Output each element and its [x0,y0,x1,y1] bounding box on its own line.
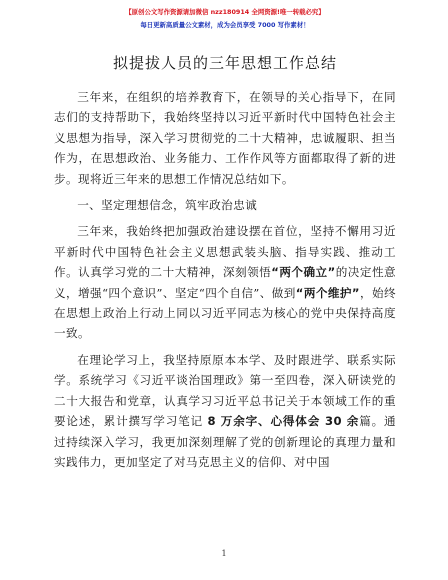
banner-line-blue: 每日更新高质量公文素材，成为会员享受 7000 写作素材！ [140,21,310,29]
bold-phrase: 8 万余字、心得体会 30 余 [207,414,360,429]
paragraph-political-construction [54,221,396,343]
bold-phrase: “两个确立” [271,265,336,280]
section-heading-1: 一、坚定理想信念，筑牢政治忠诚 [77,198,258,213]
paragraph-text: ，始终在思想上政治上行动上同以习近平同志为核心的党中央保持高度一致。 [54,285,396,341]
document-title: 拟提拔人员的三年思想工作总结 [112,54,337,72]
paragraph-text: 三年来，我始终把加强政治建设摆在首位，坚持不懈用习近平新时代中国特色社会主义思想武装头脑、指导实践、推动工作。认真学习党的二十大精神，深刻领悟 [54,224,396,280]
paragraph-text: 篇。通过持续深入学习，我更加深刻理解了党的创新理论的真理力量和实践伟力，更加坚定了对马克思主义的信仰、对中国 [54,414,397,469]
paragraph-text: 在理论学习上，我坚持原原本本学、及时跟进学、联系实际学。系统学习《习近平谈治国理政》第一至四卷，深入研读党的二十大报告和党章，认真学习习近平总书记关于本领域工作的重要论述，累计撰写学习笔记 [54,352,396,429]
paragraph-theory-study [54,350,396,472]
banner-line-red: 【原创公文写作资源请加微信 nzz180914 全网资源!唯一转载必究】 [125,8,325,16]
promo-banner [54,0,396,32]
bold-phrase: “两个维护” [295,285,360,300]
intro-paragraph: 三年来，在组织的培养教育下，在领导的关心指导下，在同志们的支持帮助下，我始终坚持以习近平新时代中国特色社会主义思想为指导，深入学习贯彻党的二十大精神，忠诚履职、担当作为，在思想政治、业务能力、工作作风等方面都取得了新的进步。现将近三年来的思想工作情况总结如下。 [54,90,396,186]
paragraph-text: 的决定性意义，增强“四个意识”、坚定“四个自信”、做到 [54,265,397,300]
page-number: 1 [221,549,227,558]
